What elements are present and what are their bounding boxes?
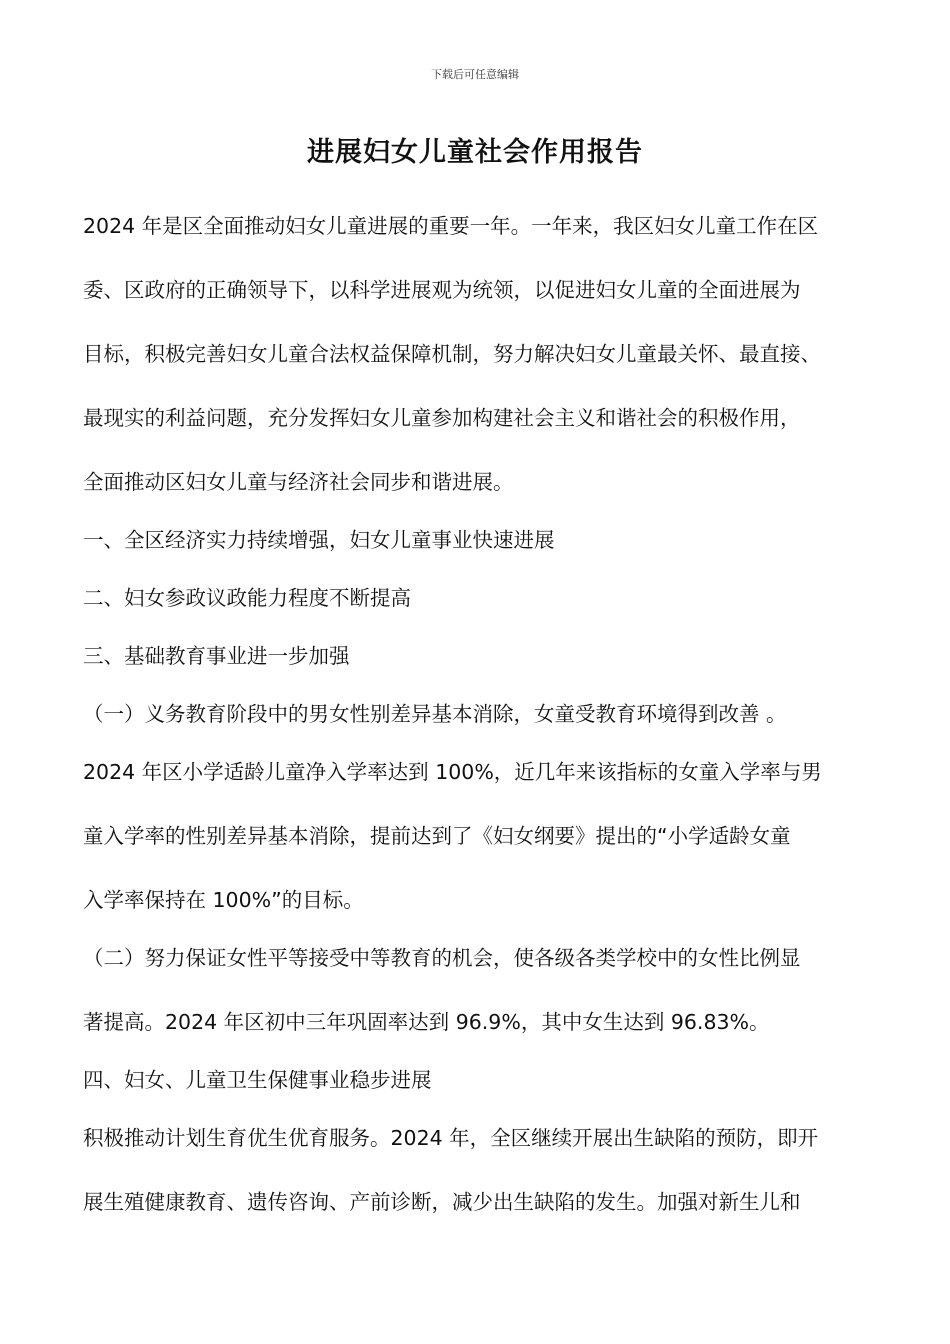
paragraph-line: 2024 年区小学适龄儿童净入学率达到 100%，近几年来该指标的女童入学率与男 <box>83 760 822 784</box>
subsection-line: （一）义务教育阶段中的男女性别差异基本消除，女童受教育环境得到改善 。 <box>83 702 787 726</box>
paragraph-line: 目标，积极完善妇女儿童合法权益保障机制，努力解决妇女儿童最关怀、最直接、 <box>83 342 821 366</box>
document-title: 进展妇女儿童社会作用报告 <box>307 137 643 168</box>
section-heading: 三、基础教育事业进一步加强 <box>83 644 350 668</box>
section-heading: 四、妇女、儿童卫生保健事业稳步进展 <box>83 1068 432 1092</box>
paragraph-line: 委、区政府的正确领导下，以科学进展观为统领，以促进妇女儿童的全面进展为 <box>83 278 801 302</box>
paragraph-line: 著提高。2024 年区初中三年巩固率达到 96.9%，其中女生达到 96.83%。 <box>83 1010 770 1034</box>
section-heading: 一、全区经济实力持续增强，妇女儿童事业快速进展 <box>83 528 555 552</box>
paragraph-line: 最现实的利益问题，充分发挥妇女儿童参加构建社会主义和谐社会的积极作用， <box>83 406 801 430</box>
section-heading: 二、妇女参政议政能力程度不断提高 <box>83 586 411 610</box>
paragraph-line: 积极推动计划生育优生优育服务。2024 年，全区继续开展出生缺陷的预防，即开 <box>83 1126 819 1150</box>
document-body <box>83 214 883 1254</box>
paragraph-line: 童入学率的性别差异基本消除，提前达到了《妇女纲要》提出的“小学适龄女童 <box>83 824 791 848</box>
subsection-line: （二）努力保证女性平等接受中等教育的机会，使各级各类学校中的女性比例显 <box>83 946 801 970</box>
paragraph-line: 展生殖健康教育、遗传咨询、产前诊断，减少出生缺陷的发生。加强对新生儿和 <box>83 1190 801 1214</box>
paragraph-line: 2024 年是区全面推动妇女儿童进展的重要一年。一年来，我区妇女儿童工作在区 <box>83 214 819 238</box>
paragraph-line: 全面推动区妇女儿童与经济社会同步和谐进展。 <box>83 470 514 494</box>
paragraph-line: 入学率保持在 100%”的目标。 <box>83 888 364 912</box>
header-note: 下载后可任意编辑 <box>431 68 519 81</box>
